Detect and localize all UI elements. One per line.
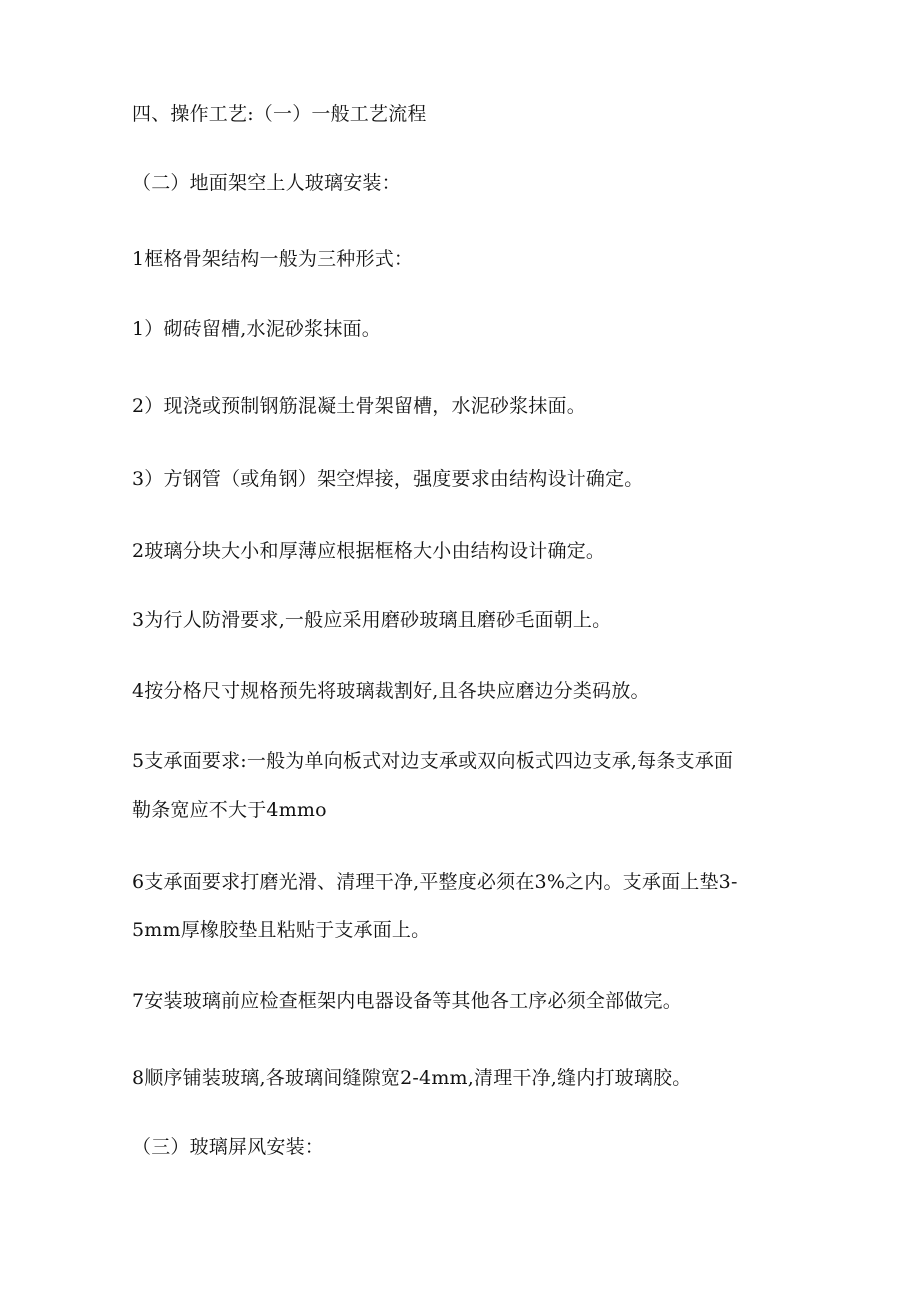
item-8-installation-order: 8顺序铺装玻璃,各玻璃间缝隙宽2-4mm,清理干净,缝内打玻璃胶。 — [132, 1067, 692, 1089]
item-2-glass-sizing: 2玻璃分块大小和厚薄应根据框格大小由结构设计确定。 — [132, 540, 606, 562]
item-6-polishing: 6支承面要求打磨光滑、清理干净,平整度必须在3%之内。支承面上垫3- — [132, 871, 738, 893]
section-heading-operation-process: 四、操作工艺:（一）一般工艺流程 — [132, 103, 427, 125]
subsection-heading-floor-glass: （二）地面架空上人玻璃安装： — [132, 172, 401, 194]
item-4-cutting: 4按分格尺寸规格预先将玻璃裁割好,且各块应磨边分类码放。 — [132, 680, 650, 702]
item-5-support-surface: 5支承面要求:一般为单向板式对边支承或双向板式四边支承,每条支承面 — [132, 750, 734, 772]
item-6-continuation: 5mm厚橡胶垫且粘贴于支承面上。 — [132, 919, 431, 941]
item-7-inspection: 7安装玻璃前应检查框架内电器设备等其他各工序必须全部做完。 — [132, 990, 682, 1012]
item-1-1-brick-groove: 1）砌砖留槽,水泥砂浆抹面。 — [132, 318, 381, 340]
item-5-continuation: 勒条宽应不大于4mmo — [132, 799, 327, 821]
subsection-heading-glass-screen: （三）玻璃屏风安装： — [132, 1136, 325, 1158]
item-1-frame-structure: 1框格骨架结构一般为三种形式： — [132, 248, 414, 270]
item-3-anti-slip: 3为行人防滑要求,一般应采用磨砂玻璃且磨砂毛面朝上。 — [132, 609, 612, 631]
item-1-3-steel-tube: 3）方钢管（或角钢）架空焊接，强度要求由结构设计确定。 — [132, 468, 644, 490]
item-1-2-concrete-frame: 2）现浇或预制钢筋混凝土骨架留槽，水泥砂浆抹面。 — [132, 395, 586, 417]
